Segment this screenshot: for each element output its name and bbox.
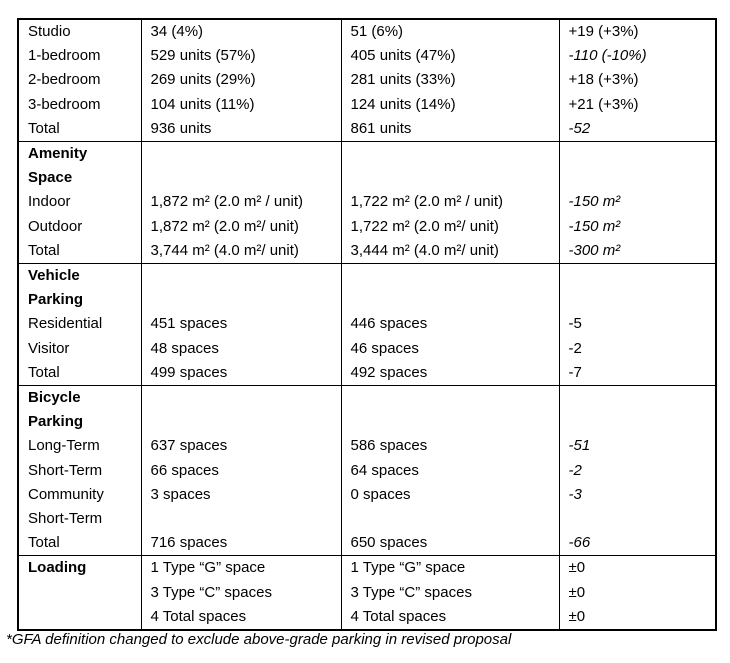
- cell-section-header: Amenity: [18, 142, 141, 167]
- cell-original-value: 48 spaces: [141, 337, 341, 361]
- cell-revised-value: 3,444 m² (4.0 m²/ unit): [341, 239, 559, 264]
- cell-revised-value: [341, 410, 559, 434]
- cell-original-value: 1,872 m² (2.0 m² / unit): [141, 190, 341, 214]
- cell-category: [18, 581, 141, 605]
- cell-original-value: 269 units (29%): [141, 68, 341, 92]
- cell-category: Residential: [18, 312, 141, 336]
- cell-revised-value: 64 spaces: [341, 459, 559, 483]
- cell-category: Total: [18, 361, 141, 386]
- table-row: [18, 166, 716, 190]
- cell-change-value: -2: [559, 459, 716, 483]
- table-row: [18, 264, 716, 289]
- cell-original-value: 4 Total spaces: [141, 605, 341, 630]
- cell-revised-value: 446 spaces: [341, 312, 559, 336]
- table-row: [18, 93, 716, 117]
- cell-change-value: [559, 288, 716, 312]
- cell-original-value: [141, 142, 341, 167]
- cell-revised-value: 1,722 m² (2.0 m² / unit): [341, 190, 559, 214]
- cell-revised-value: [341, 288, 559, 312]
- table-row: [18, 68, 716, 92]
- table-row: [18, 434, 716, 458]
- cell-change-value: -300 m²: [559, 239, 716, 264]
- table-row: [18, 19, 716, 44]
- cell-change-value: [559, 142, 716, 167]
- cell-revised-value: 0 spaces: [341, 483, 559, 507]
- table-row: [18, 117, 716, 142]
- cell-revised-value: 1 Type “G” space: [341, 556, 559, 581]
- table-row: [18, 507, 716, 531]
- cell-original-value: [141, 264, 341, 289]
- cell-revised-value: 281 units (33%): [341, 68, 559, 92]
- cell-change-value: +19 (+3%): [559, 19, 716, 44]
- cell-category: Indoor: [18, 190, 141, 214]
- cell-original-value: 66 spaces: [141, 459, 341, 483]
- cell-change-value: [559, 386, 716, 411]
- table-row: [18, 581, 716, 605]
- cell-original-value: [141, 507, 341, 531]
- cell-category: Total: [18, 239, 141, 264]
- comparison-table: [17, 18, 717, 631]
- cell-section-header: Space: [18, 166, 141, 190]
- cell-section-header: Bicycle: [18, 386, 141, 411]
- table-row: [18, 361, 716, 386]
- cell-original-value: 3 spaces: [141, 483, 341, 507]
- cell-change-value: -150 m²: [559, 215, 716, 239]
- cell-change-value: -66: [559, 531, 716, 556]
- cell-revised-value: 405 units (47%): [341, 44, 559, 68]
- cell-original-value: 3,744 m² (4.0 m²/ unit): [141, 239, 341, 264]
- cell-category: 1-bedroom: [18, 44, 141, 68]
- cell-change-value: [559, 507, 716, 531]
- cell-original-value: 1 Type “G” space: [141, 556, 341, 581]
- cell-change-value: ±0: [559, 581, 716, 605]
- cell-revised-value: 1,722 m² (2.0 m²/ unit): [341, 215, 559, 239]
- table-row: [18, 410, 716, 434]
- cell-category: Total: [18, 117, 141, 142]
- cell-original-value: 1,872 m² (2.0 m²/ unit): [141, 215, 341, 239]
- cell-category: Short-Term: [18, 459, 141, 483]
- cell-revised-value: 4 Total spaces: [341, 605, 559, 630]
- cell-change-value: [559, 166, 716, 190]
- table-row: [18, 142, 716, 167]
- cell-change-value: -51: [559, 434, 716, 458]
- cell-category: 3-bedroom: [18, 93, 141, 117]
- cell-revised-value: [341, 264, 559, 289]
- cell-original-value: 499 spaces: [141, 361, 341, 386]
- cell-original-value: 716 spaces: [141, 531, 341, 556]
- table-row: [18, 483, 716, 507]
- cell-category: Total: [18, 531, 141, 556]
- cell-change-value: -5: [559, 312, 716, 336]
- cell-section-header: Parking: [18, 410, 141, 434]
- cell-original-value: 451 spaces: [141, 312, 341, 336]
- table-row: [18, 215, 716, 239]
- cell-original-value: 3 Type “C” spaces: [141, 581, 341, 605]
- cell-original-value: 34 (4%): [141, 19, 341, 44]
- cell-original-value: 104 units (11%): [141, 93, 341, 117]
- cell-change-value: -150 m²: [559, 190, 716, 214]
- table-row: [18, 556, 716, 581]
- cell-revised-value: 861 units: [341, 117, 559, 142]
- cell-revised-value: 3 Type “C” spaces: [341, 581, 559, 605]
- cell-change-value: -2: [559, 337, 716, 361]
- cell-category: Short-Term: [18, 507, 141, 531]
- cell-section-header: Vehicle: [18, 264, 141, 289]
- cell-change-value: -110 (-10%): [559, 44, 716, 68]
- table-row: [18, 531, 716, 556]
- cell-change-value: -52: [559, 117, 716, 142]
- cell-change-value: +18 (+3%): [559, 68, 716, 92]
- cell-section-header: Loading: [18, 556, 141, 581]
- cell-revised-value: [341, 142, 559, 167]
- cell-category: Visitor: [18, 337, 141, 361]
- cell-revised-value: 586 spaces: [341, 434, 559, 458]
- table-row: [18, 239, 716, 264]
- cell-revised-value: 46 spaces: [341, 337, 559, 361]
- cell-revised-value: 124 units (14%): [341, 93, 559, 117]
- cell-revised-value: [341, 386, 559, 411]
- cell-change-value: -3: [559, 483, 716, 507]
- cell-change-value: ±0: [559, 605, 716, 630]
- cell-category: 2-bedroom: [18, 68, 141, 92]
- cell-change-value: +21 (+3%): [559, 93, 716, 117]
- cell-revised-value: [341, 166, 559, 190]
- cell-revised-value: 650 spaces: [341, 531, 559, 556]
- cell-original-value: 529 units (57%): [141, 44, 341, 68]
- table-row: [18, 312, 716, 336]
- cell-category: Long-Term: [18, 434, 141, 458]
- table-row: [18, 288, 716, 312]
- cell-original-value: [141, 386, 341, 411]
- cell-original-value: 936 units: [141, 117, 341, 142]
- cell-category: [18, 605, 141, 630]
- cell-original-value: 637 spaces: [141, 434, 341, 458]
- cell-original-value: [141, 166, 341, 190]
- cell-change-value: [559, 410, 716, 434]
- cell-category: Studio: [18, 19, 141, 44]
- cell-revised-value: 51 (6%): [341, 19, 559, 44]
- cell-change-value: -7: [559, 361, 716, 386]
- cell-change-value: ±0: [559, 556, 716, 581]
- table-row: [18, 459, 716, 483]
- cell-section-header: Parking: [18, 288, 141, 312]
- cell-change-value: [559, 264, 716, 289]
- table-row: [18, 44, 716, 68]
- cell-original-value: [141, 288, 341, 312]
- table-row: [18, 190, 716, 214]
- cell-revised-value: 492 spaces: [341, 361, 559, 386]
- cell-revised-value: [341, 507, 559, 531]
- table-row: [18, 605, 716, 630]
- gfa-footnote: *GFA definition changed to exclude above-grade parking in revised proposal: [6, 631, 512, 648]
- cell-category: Community: [18, 483, 141, 507]
- table-row: [18, 386, 716, 411]
- cell-original-value: [141, 410, 341, 434]
- cell-category: Outdoor: [18, 215, 141, 239]
- table-row: [18, 337, 716, 361]
